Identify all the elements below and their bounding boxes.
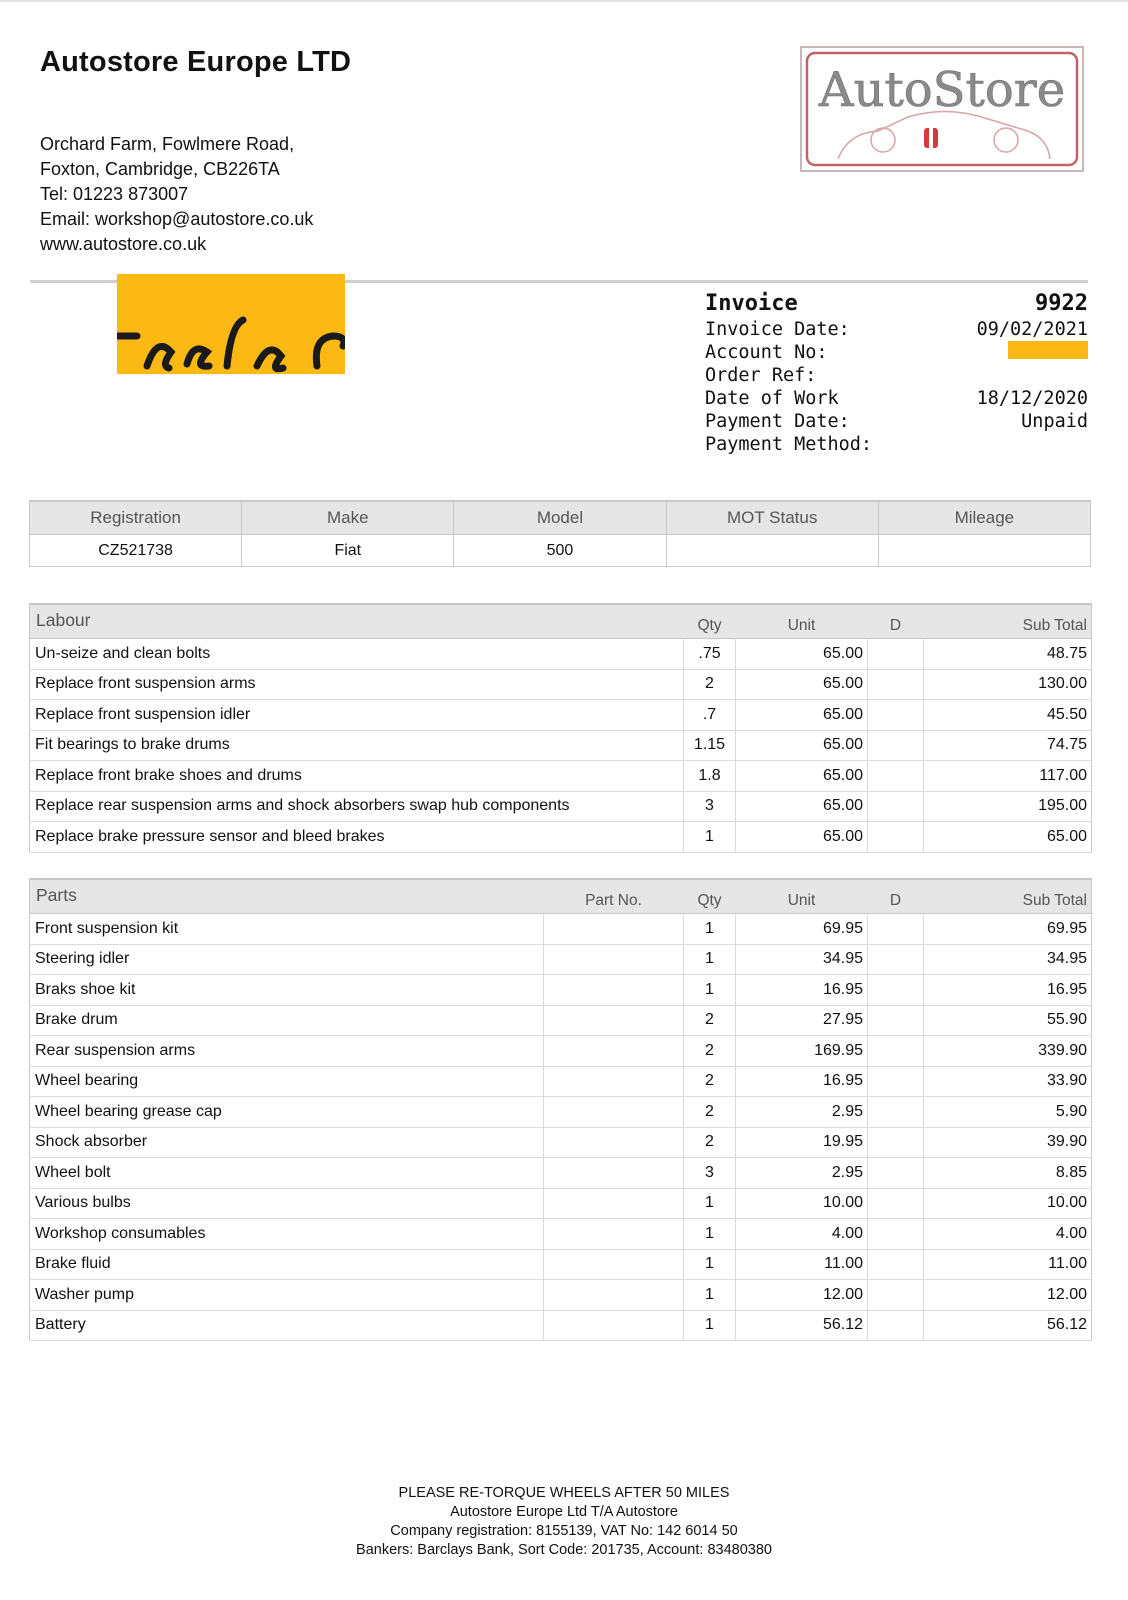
- part-no-header: Part No.: [544, 879, 684, 914]
- labour-discount: [868, 669, 924, 700]
- labour-description: Fit bearings to brake drums: [30, 730, 684, 761]
- labour-unit: 65.00: [736, 730, 868, 761]
- part-unit: 2.95: [736, 1158, 868, 1189]
- part-qty: 2: [684, 1127, 736, 1158]
- labour-subtotal: 65.00: [924, 822, 1092, 853]
- account-no-row: [705, 341, 1088, 364]
- invoice-date-row: [705, 318, 1088, 341]
- labour-qty: .75: [684, 639, 736, 670]
- invoice-footer: [0, 1484, 1128, 1560]
- labour-section-header: Labour: [30, 604, 684, 639]
- labour-discount: [868, 822, 924, 853]
- part-unit: 169.95: [736, 1036, 868, 1067]
- part-unit: 27.95: [736, 1005, 868, 1036]
- registration-header: Registration: [30, 501, 242, 535]
- part-discount: [868, 1280, 924, 1311]
- parts-header-row: [30, 879, 1092, 914]
- parts-row: [30, 1188, 1092, 1219]
- model-header: Model: [454, 501, 666, 535]
- part-qty: 1: [684, 914, 736, 945]
- labour-subtotal: 74.75: [924, 730, 1092, 761]
- labour-description: Replace rear suspension arms and shock absorbers swap hub components: [30, 791, 684, 822]
- model-value: 500: [454, 535, 666, 567]
- part-discount: [868, 1036, 924, 1067]
- logo-text: AutoStore: [818, 62, 1066, 118]
- parts-row: [30, 1066, 1092, 1097]
- part-number: [544, 1188, 684, 1219]
- labour-subtotal: 130.00: [924, 669, 1092, 700]
- footer-trading-name: Autostore Europe Ltd T/A Autostore: [450, 1504, 678, 1520]
- mot-status-value: [666, 535, 878, 567]
- parts-row: [30, 1036, 1092, 1067]
- part-qty: 2: [684, 1005, 736, 1036]
- vehicle-header-row: [30, 501, 1091, 535]
- labour-description: Un-seize and clean bolts: [30, 639, 684, 670]
- part-qty: 1: [684, 1219, 736, 1250]
- part-qty: 2: [684, 1066, 736, 1097]
- part-discount: [868, 975, 924, 1006]
- part-description: Wheel bearing grease cap: [30, 1097, 544, 1128]
- top-border: [0, 0, 1128, 2]
- part-unit: 16.95: [736, 1066, 868, 1097]
- field-value: Unpaid: [1021, 411, 1088, 432]
- part-subtotal: 55.90: [924, 1005, 1092, 1036]
- part-qty: 1: [684, 1249, 736, 1280]
- part-number: [544, 1249, 684, 1280]
- vehicle-table: [29, 500, 1091, 567]
- part-subtotal: 34.95: [924, 944, 1092, 975]
- field-label: Payment Date:: [705, 411, 850, 432]
- part-number: [544, 944, 684, 975]
- part-subtotal: 5.90: [924, 1097, 1092, 1128]
- unit-header: Unit: [736, 879, 868, 914]
- email-line: Email: workshop@autostore.co.uk: [40, 209, 314, 229]
- labour-unit: 65.00: [736, 639, 868, 670]
- part-description: Steering idler: [30, 944, 544, 975]
- company-name: Autostore Europe LTD: [40, 46, 352, 78]
- phone-line: Tel: 01223 873007: [40, 184, 189, 204]
- labour-row: [30, 639, 1092, 670]
- subtotal-header: Sub Total: [924, 604, 1092, 639]
- part-subtotal: 69.95: [924, 914, 1092, 945]
- part-qty: 3: [684, 1158, 736, 1189]
- parts-row: [30, 1280, 1092, 1311]
- registration-value: CZ521738: [30, 535, 242, 567]
- mileage-value: [878, 535, 1090, 567]
- part-subtotal: 16.95: [924, 975, 1092, 1006]
- parts-section-header: Parts: [30, 879, 544, 914]
- part-number: [544, 914, 684, 945]
- mot-status-header: MOT Status: [666, 501, 878, 535]
- part-unit: 34.95: [736, 944, 868, 975]
- date-of-work-row: [705, 387, 1088, 410]
- parts-row: [30, 914, 1092, 945]
- footer-bank-details: Bankers: Barclays Bank, Sort Code: 201735, Account: 83480380: [356, 1542, 772, 1558]
- invoice-number: 9922: [1035, 291, 1088, 316]
- labour-subtotal: 195.00: [924, 791, 1092, 822]
- labour-row: [30, 761, 1092, 792]
- labour-description: Replace front brake shoes and drums: [30, 761, 684, 792]
- part-unit: 56.12: [736, 1310, 868, 1341]
- labour-discount: [868, 761, 924, 792]
- order-ref-row: [705, 364, 1088, 387]
- part-unit: 11.00: [736, 1249, 868, 1280]
- labour-description: Replace brake pressure sensor and bleed brakes: [30, 822, 684, 853]
- part-discount: [868, 1127, 924, 1158]
- part-subtotal: 11.00: [924, 1249, 1092, 1280]
- part-unit: 2.95: [736, 1097, 868, 1128]
- part-discount: [868, 1066, 924, 1097]
- labour-table: [29, 603, 1092, 853]
- part-qty: 1: [684, 1310, 736, 1341]
- part-subtotal: 8.85: [924, 1158, 1092, 1189]
- vehicle-row: [30, 535, 1091, 567]
- parts-row: [30, 944, 1092, 975]
- mileage-header: Mileage: [878, 501, 1090, 535]
- autostore-logo: [798, 44, 1086, 174]
- part-number: [544, 1219, 684, 1250]
- field-label: Date of Work: [705, 388, 839, 409]
- part-unit: 10.00: [736, 1188, 868, 1219]
- website-line: www.autostore.co.uk: [40, 234, 207, 254]
- labour-header-row: [30, 604, 1092, 639]
- labour-qty: 1.8: [684, 761, 736, 792]
- address-line: Foxton, Cambridge, CB226TA: [40, 159, 280, 179]
- field-label: Account No:: [705, 342, 828, 363]
- part-qty: 2: [684, 1097, 736, 1128]
- part-description: Battery: [30, 1310, 544, 1341]
- qty-header: Qty: [684, 879, 736, 914]
- part-description: Shock absorber: [30, 1127, 544, 1158]
- parts-row: [30, 1127, 1092, 1158]
- labour-rows: [30, 639, 1092, 853]
- part-subtotal: 339.90: [924, 1036, 1092, 1067]
- part-discount: [868, 1158, 924, 1189]
- footer-notice: PLEASE RE-TORQUE WHEELS AFTER 50 MILES: [398, 1485, 730, 1501]
- labour-description: Replace front suspension arms: [30, 669, 684, 700]
- labour-unit: 65.00: [736, 761, 868, 792]
- parts-row: [30, 1097, 1092, 1128]
- labour-unit: 65.00: [736, 700, 868, 731]
- labour-unit: 65.00: [736, 791, 868, 822]
- part-subtotal: 10.00: [924, 1188, 1092, 1219]
- labour-row: [30, 822, 1092, 853]
- part-description: Rear suspension arms: [30, 1036, 544, 1067]
- part-discount: [868, 1249, 924, 1280]
- labour-qty: .7: [684, 700, 736, 731]
- part-unit: 12.00: [736, 1280, 868, 1311]
- part-number: [544, 975, 684, 1006]
- part-unit: 16.95: [736, 975, 868, 1006]
- part-qty: 1: [684, 944, 736, 975]
- part-description: Braks shoe kit: [30, 975, 544, 1006]
- labour-subtotal: 48.75: [924, 639, 1092, 670]
- part-number: [544, 1005, 684, 1036]
- redacted-customer-block: [117, 274, 345, 374]
- part-unit: 19.95: [736, 1127, 868, 1158]
- make-value: Fiat: [242, 535, 454, 567]
- redacted-account-number: [1008, 341, 1088, 359]
- labour-unit: 65.00: [736, 669, 868, 700]
- part-qty: 1: [684, 1280, 736, 1311]
- parts-row: [30, 975, 1092, 1006]
- part-discount: [868, 1097, 924, 1128]
- part-qty: 1: [684, 975, 736, 1006]
- company-address: [40, 132, 313, 257]
- footer-registration: Company registration: 8155139, VAT No: 142 6014 50: [390, 1523, 738, 1539]
- part-description: Wheel bolt: [30, 1158, 544, 1189]
- part-description: Brake drum: [30, 1005, 544, 1036]
- parts-row: [30, 1249, 1092, 1280]
- part-number: [544, 1036, 684, 1067]
- part-number: [544, 1097, 684, 1128]
- part-description: Various bulbs: [30, 1188, 544, 1219]
- qty-header: Qty: [684, 604, 736, 639]
- parts-row: [30, 1310, 1092, 1341]
- part-discount: [868, 914, 924, 945]
- labour-discount: [868, 791, 924, 822]
- part-number: [544, 1127, 684, 1158]
- invoice-heading-row: [705, 290, 1088, 318]
- labour-description: Replace front suspension idler: [30, 700, 684, 731]
- parts-table: [29, 878, 1092, 1341]
- part-number: [544, 1310, 684, 1341]
- part-qty: 2: [684, 1036, 736, 1067]
- field-label: Payment Method:: [705, 434, 873, 455]
- part-unit: 69.95: [736, 914, 868, 945]
- labour-discount: [868, 639, 924, 670]
- labour-row: [30, 669, 1092, 700]
- field-label: Invoice Date:: [705, 319, 850, 340]
- unit-header: Unit: [736, 604, 868, 639]
- labour-subtotal: 45.50: [924, 700, 1092, 731]
- part-number: [544, 1280, 684, 1311]
- labour-row: [30, 791, 1092, 822]
- part-number: [544, 1066, 684, 1097]
- part-number: [544, 1158, 684, 1189]
- part-subtotal: 12.00: [924, 1280, 1092, 1311]
- part-subtotal: 39.90: [924, 1127, 1092, 1158]
- payment-method-row: [705, 433, 1088, 456]
- labour-row: [30, 730, 1092, 761]
- labour-qty: 2: [684, 669, 736, 700]
- part-description: Wheel bearing: [30, 1066, 544, 1097]
- part-subtotal: 33.90: [924, 1066, 1092, 1097]
- part-discount: [868, 1310, 924, 1341]
- subtotal-header: Sub Total: [924, 879, 1092, 914]
- redacted-script-fragment: [117, 274, 345, 374]
- part-discount: [868, 1219, 924, 1250]
- part-discount: [868, 1005, 924, 1036]
- labour-subtotal: 117.00: [924, 761, 1092, 792]
- payment-date-row: [705, 410, 1088, 433]
- parts-row: [30, 1158, 1092, 1189]
- part-discount: [868, 1188, 924, 1219]
- labour-qty: 3: [684, 791, 736, 822]
- parts-row: [30, 1005, 1092, 1036]
- labour-qty: 1.15: [684, 730, 736, 761]
- labour-discount: [868, 730, 924, 761]
- discount-header: D: [868, 604, 924, 639]
- make-header: Make: [242, 501, 454, 535]
- part-description: Brake fluid: [30, 1249, 544, 1280]
- part-subtotal: 56.12: [924, 1310, 1092, 1341]
- field-value: 09/02/2021: [976, 319, 1088, 340]
- invoice-label: Invoice: [705, 291, 798, 316]
- field-value: 18/12/2020: [976, 388, 1088, 409]
- labour-discount: [868, 700, 924, 731]
- part-description: Front suspension kit: [30, 914, 544, 945]
- part-unit: 4.00: [736, 1219, 868, 1250]
- labour-row: [30, 700, 1092, 731]
- labour-unit: 65.00: [736, 822, 868, 853]
- part-description: Washer pump: [30, 1280, 544, 1311]
- part-discount: [868, 944, 924, 975]
- discount-header: D: [868, 879, 924, 914]
- address-line: Orchard Farm, Fowlmere Road,: [40, 134, 295, 154]
- part-description: Workshop consumables: [30, 1219, 544, 1250]
- field-label: Order Ref:: [705, 365, 817, 386]
- part-subtotal: 4.00: [924, 1219, 1092, 1250]
- labour-qty: 1: [684, 822, 736, 853]
- parts-rows: [30, 914, 1092, 1341]
- part-qty: 1: [684, 1188, 736, 1219]
- parts-row: [30, 1219, 1092, 1250]
- invoice-details: [705, 290, 1088, 456]
